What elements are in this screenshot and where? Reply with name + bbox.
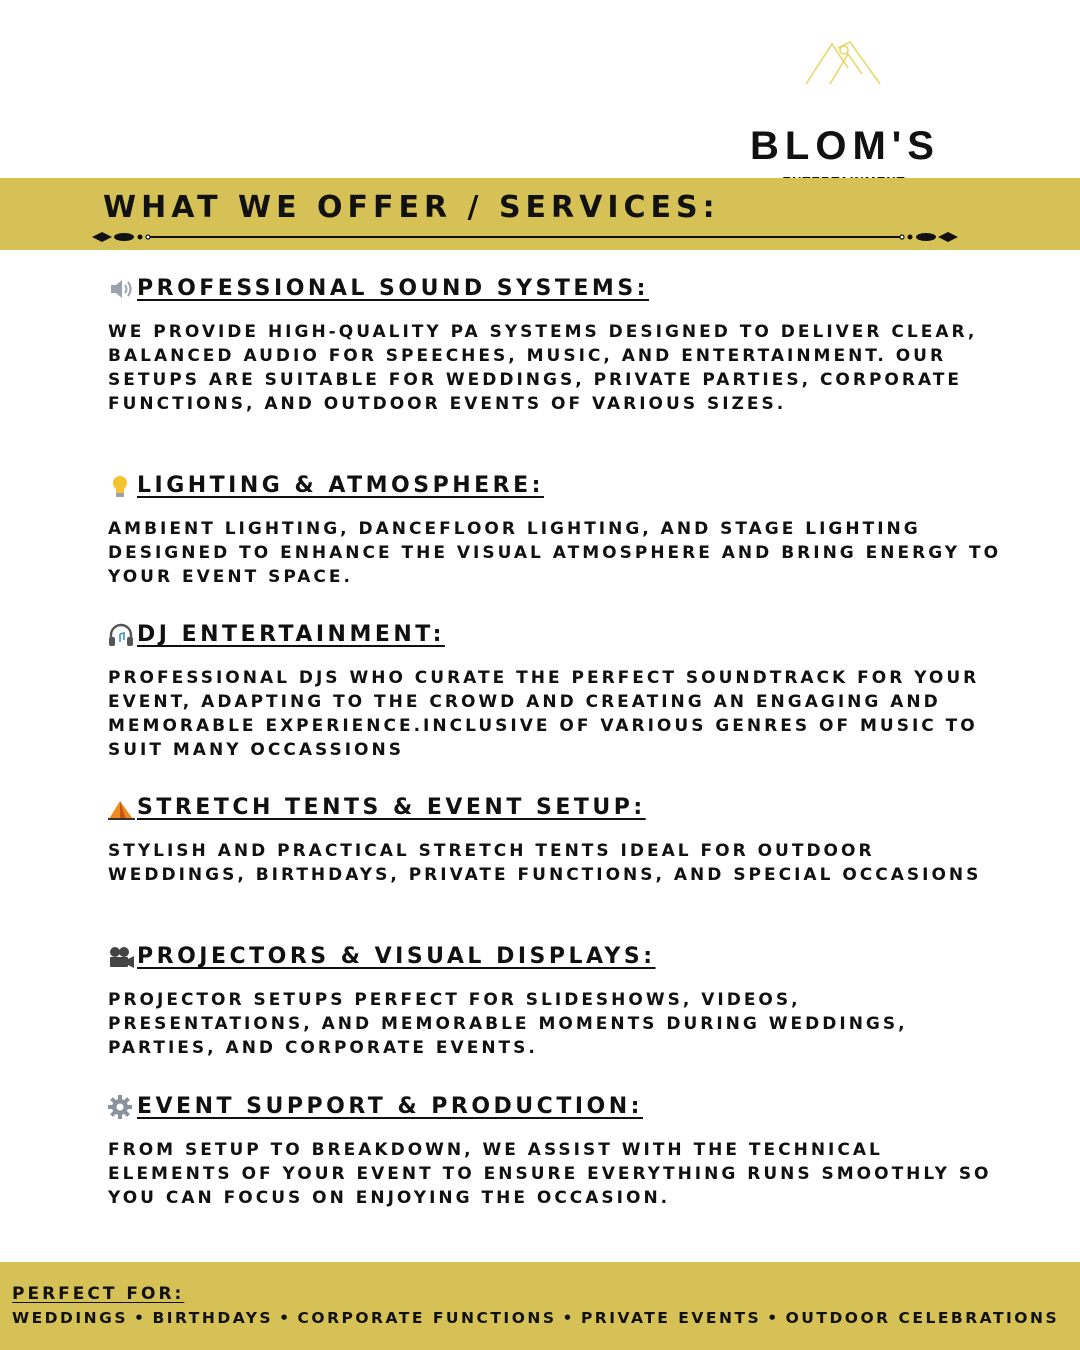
brand-name: BLOM'S	[750, 124, 940, 168]
service-heading	[108, 620, 1008, 650]
ornamental-divider	[90, 228, 960, 246]
service-title: EVENT SUPPORT & PRODUCTION:	[137, 1094, 643, 1119]
occasion-item: WEDDINGS	[12, 1309, 129, 1327]
service-heading	[108, 274, 1008, 304]
bullet-separator: •	[279, 1309, 292, 1327]
service-description: FROM SETUP TO BREAKDOWN, WE ASSIST WITH THE TECHNICAL ELEMENTS OF YOUR EVENT TO ENSURE EVERYTHING RUNS SMOOTHLY SO YOU CAN FOCUS ON ENJOYING THE OCCASION.	[108, 1140, 992, 1208]
service-title: PROFESSIONAL SOUND SYSTEMS:	[137, 276, 649, 301]
service-heading	[108, 942, 1008, 972]
service-description: PROFESSIONAL DJS WHO CURATE THE PERFECT SOUNDTRACK FOR YOUR EVENT, ADAPTING TO THE CROWD AND CREATING AN ENGAGING AND MEMORABLE EXPERIENCE.INCLUSIVE OF VARIOUS GENRES OF MUSIC TO SUIT MANY OCCASSIONS	[108, 668, 980, 760]
bullet-separator: •	[767, 1309, 780, 1327]
service-event-support	[108, 1092, 1008, 1210]
service-sound-systems	[108, 274, 1008, 416]
perfect-for-list	[12, 1308, 1059, 1328]
service-dj	[108, 620, 1008, 762]
occasion-item: PRIVATE EVENTS	[580, 1309, 762, 1327]
occasion-item: CORPORATE FUNCTIONS	[297, 1309, 557, 1327]
service-title: LIGHTING & ATMOSPHERE:	[137, 473, 544, 498]
occasion-item: OUTDOOR CELEBRATIONS	[785, 1309, 1060, 1327]
service-projectors	[108, 942, 1008, 1060]
perfect-for-label: PERFECT FOR:	[12, 1284, 185, 1304]
service-title: STRETCH TENTS & EVENT SETUP:	[137, 795, 646, 820]
brand-logo	[720, 36, 970, 166]
service-title: PROJECTORS & VISUAL DISPLAYS:	[137, 944, 656, 969]
service-description: AMBIENT LIGHTING, DANCEFLOOR LIGHTING, AND STAGE LIGHTING DESIGNED TO ENHANCE THE VISUAL ATMOSPHERE AND BRING ENERGY TO YOUR EVENT SPACE.	[108, 519, 1002, 587]
service-heading	[108, 793, 1008, 823]
occasion-item: BIRTHDAYS	[152, 1309, 274, 1327]
service-description: WE PROVIDE HIGH-QUALITY PA SYSTEMS DESIGNED TO DELIVER CLEAR, BALANCED AUDIO FOR SPEECHES, MUSIC, AND ENTERTAINMENT. OUR SETUPS ARE SUITABLE FOR WEDDINGS, PRIVATE PARTIES, CORPORATE FUNCTIONS, AND OUTDOOR EVENTS OF VARIOUS SIZES.	[108, 322, 978, 414]
service-lighting	[108, 471, 1008, 589]
service-title: DJ ENTERTAINMENT:	[137, 622, 445, 647]
service-heading	[108, 1092, 1008, 1122]
tent-icon	[108, 795, 136, 821]
light-bulb-icon	[108, 473, 136, 499]
service-heading	[108, 471, 1008, 501]
speaker-icon	[108, 276, 136, 302]
footer-band	[0, 1262, 1080, 1350]
service-description: PROJECTOR SETUPS PERFECT FOR SLIDESHOWS, VIDEOS, PRESENTATIONS, AND MEMORABLE MOMENTS DURING WEDDINGS, PARTIES, AND CORPORATE EVENTS.	[108, 990, 908, 1058]
headphones-icon	[108, 622, 136, 648]
projector-icon	[108, 944, 136, 970]
mountain-logo-icon	[804, 38, 882, 86]
service-tents	[108, 793, 1008, 887]
page-title: WHAT WE OFFER / SERVICES:	[103, 190, 720, 225]
bullet-separator: •	[562, 1309, 575, 1327]
bullet-separator: •	[134, 1309, 147, 1327]
service-description: STYLISH AND PRACTICAL STRETCH TENTS IDEAL FOR OUTDOOR WEDDINGS, BIRTHDAYS, PRIVATE FUNCTIONS, AND SPECIAL OCCASIONS	[108, 841, 982, 885]
gear-icon	[108, 1094, 136, 1120]
